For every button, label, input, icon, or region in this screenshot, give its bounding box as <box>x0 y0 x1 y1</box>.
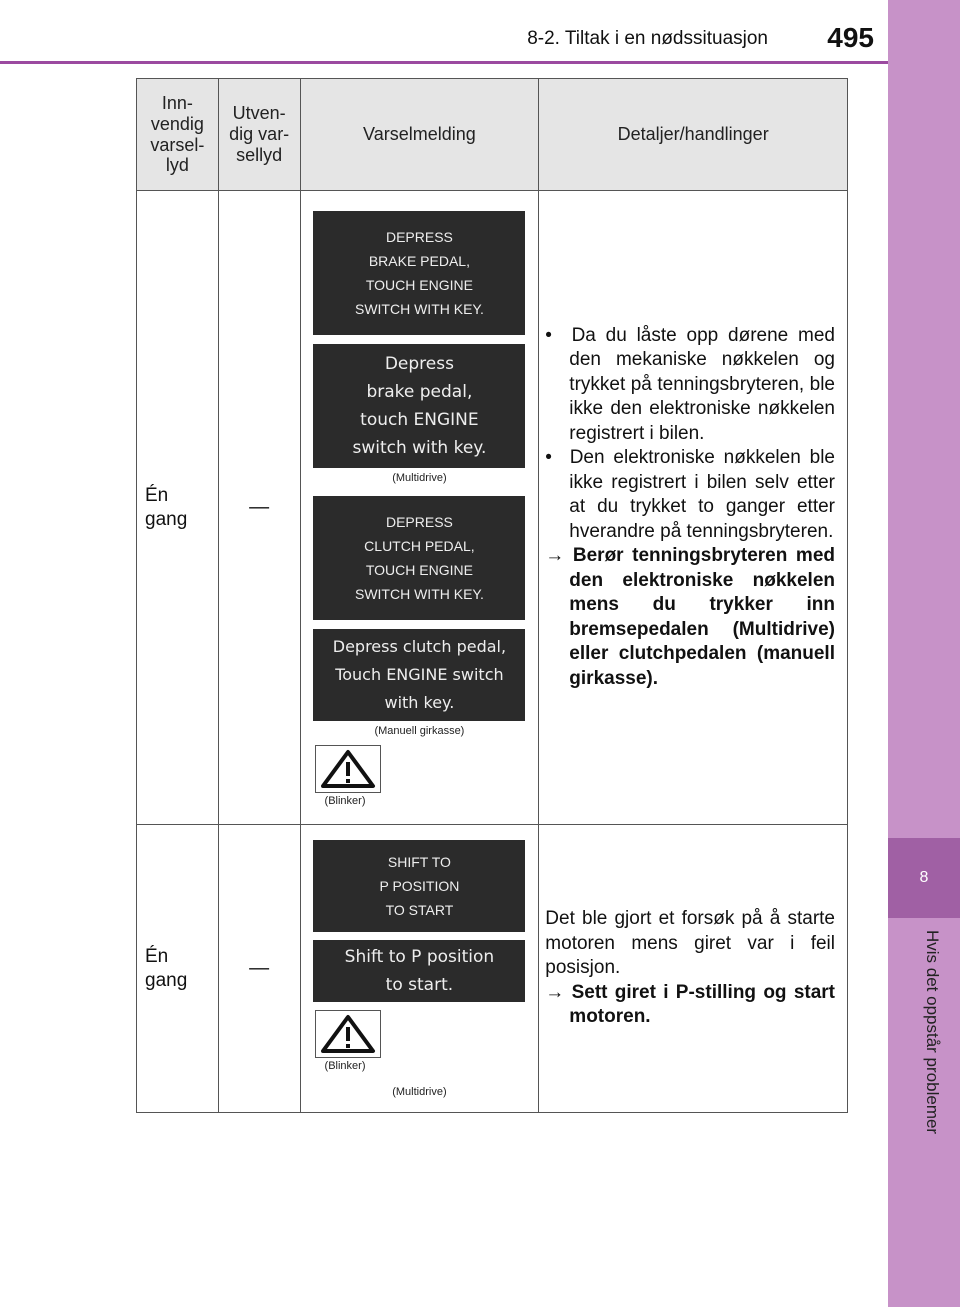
header-internal-label: Inn- vendig varsel- lyd <box>150 93 205 176</box>
message-caption-manual: (Manuell girkasse) <box>374 724 465 737</box>
arrow-icon: → <box>545 545 565 567</box>
message-display-caps-clutch: DEPRESS CLUTCH PEDAL, TOUCH ENGINE SWITCH WITH KEY. <box>313 496 525 620</box>
blinker-caption: (Blinker) <box>324 794 366 807</box>
header-details: Detaljer/handlinger <box>539 79 848 191</box>
blinker-caption: (Blinker) <box>324 1059 366 1072</box>
header-external-label: Utven- dig var- sellyd <box>229 103 290 165</box>
message-cell <box>300 191 539 825</box>
section-title: 8-2. Tiltak i en nødssituasjon <box>527 28 768 49</box>
warning-triangle-icon <box>315 745 381 793</box>
internal-sound-cell <box>137 825 219 1113</box>
external-sound-cell: — <box>218 825 300 1113</box>
chapter-number: 8 <box>888 838 960 918</box>
detail-bullet <box>545 324 835 447</box>
message-caption: (Multidrive) <box>392 1085 447 1098</box>
action-text: Sett giret i P-stilling og start motoren. <box>569 981 836 1028</box>
details-cell <box>539 191 848 825</box>
header-rule <box>0 61 888 64</box>
page-number: 495 <box>827 22 874 53</box>
arrow-icon: → <box>545 981 565 1003</box>
table-row <box>137 825 848 1113</box>
message-display-caps-shift: SHIFT TO P POSITION TO START <box>313 840 525 932</box>
action-text: Berør tenningsbryteren med den elektroniske nøkkelen mens du trykker inn bremsepedalen (Multidrive) eller clutchpedalen (manuell girkasse). <box>569 545 836 689</box>
header-message: Varselmelding <box>300 79 539 191</box>
message-caption: (Multidrive) <box>392 471 447 484</box>
internal-sound-value: Én gang <box>145 945 188 991</box>
detail-text: Da du låste opp dørene med den mekaniske nøkkelen og trykket på tenningsbryteren, ble ikke den elektroniske nøkkelen registrert i bilen. <box>569 324 835 444</box>
detail-text: Den elektroniske nøkkelen ble ikke registrert i bilen selv etter at du trykket to ganger etter hverandre på tenningsbryteren. <box>569 447 835 542</box>
chapter-title: Hvis det oppstår problemer <box>923 930 942 1135</box>
message-display-script-shift: Shift to P position to start. <box>313 940 525 1002</box>
message-display-script: Depress brake pedal, touch ENGINE switch with key. <box>313 344 525 468</box>
message-display-script-clutch: Depress clutch pedal, Touch ENGINE switch with key. <box>313 629 525 721</box>
internal-sound-value: Én gang <box>145 484 188 530</box>
header-internal-sound <box>137 79 219 191</box>
external-sound-cell: — <box>218 191 300 825</box>
warning-table <box>136 78 848 1113</box>
details-cell <box>539 825 848 1113</box>
action-line <box>545 981 835 1030</box>
table-row <box>137 191 848 825</box>
header-external-sound <box>218 79 300 191</box>
table-header-row <box>137 79 848 191</box>
message-cell <box>300 825 539 1113</box>
detail-bullet <box>545 446 835 544</box>
bullet-mark: • <box>545 447 552 469</box>
bullet-mark: • <box>545 324 552 346</box>
detail-text: Det ble gjort et forsøk på å starte motoren mens giret var i feil posisjon. <box>545 908 835 979</box>
warning-triangle-icon <box>315 1010 381 1058</box>
message-display-caps: DEPRESS BRAKE PEDAL, TOUCH ENGINE SWITCH WITH KEY. <box>313 211 525 335</box>
action-line <box>545 544 835 691</box>
internal-sound-cell <box>137 191 219 825</box>
